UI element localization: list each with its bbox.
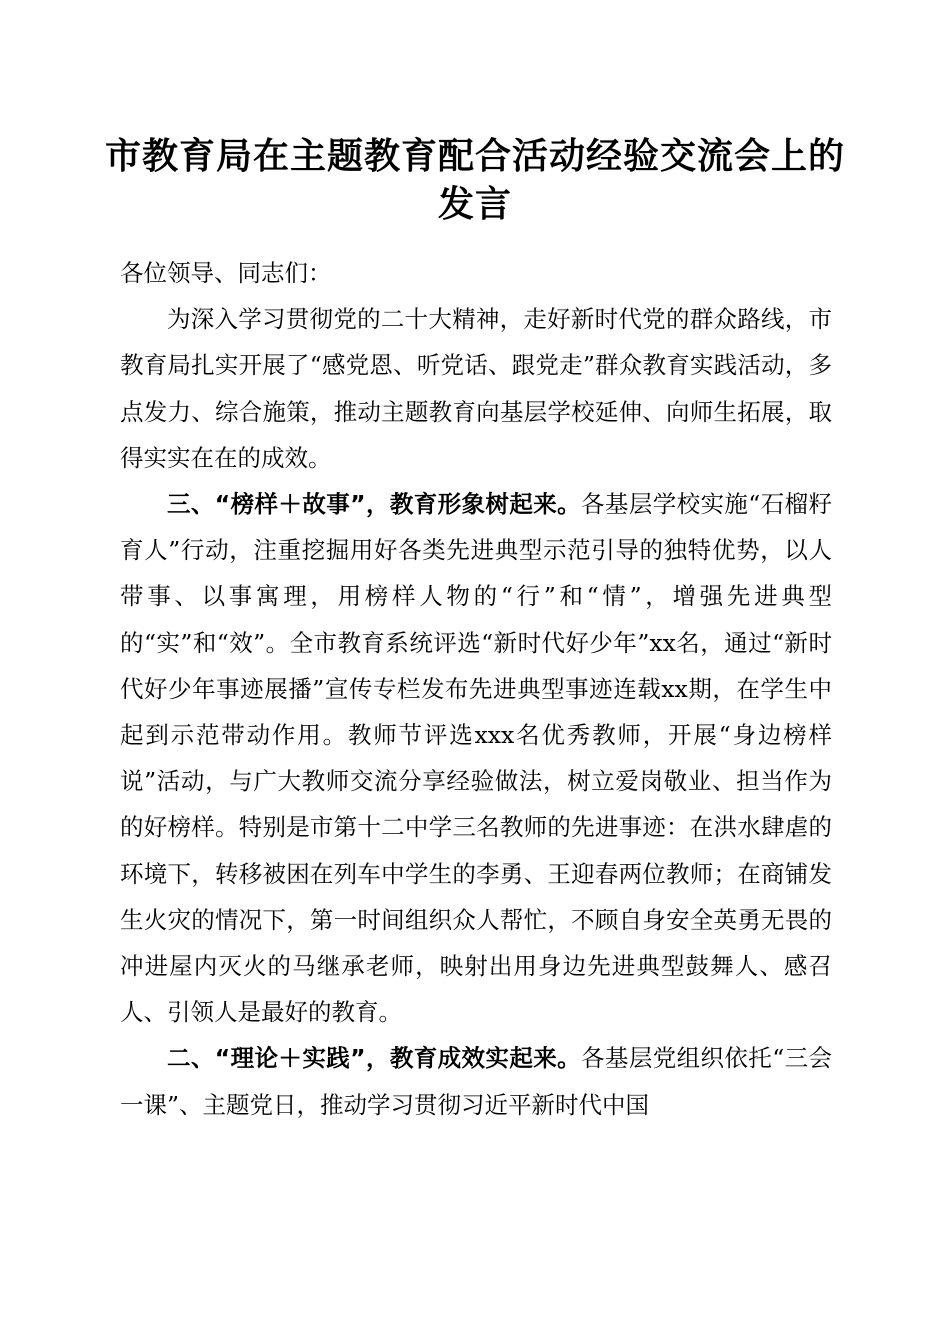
paragraph-text: 各基层党组织依托“三会一课”、主题党日，推动学习贯彻习近平新时代中国 [120,1044,833,1119]
paragraph-section-two [120,1035,832,1127]
section-heading: 二、“理论＋实践”，教育成效实起来。 [167,1044,582,1073]
paragraph-text: 为深入学习贯彻党的二十大精神，走好新时代党的群众路线，市教育局扎实开展了“感党恩、听党话、跟党走”群众教育实践活动，多点发力、综合施策，推动主题教育向基层学校延伸、向师生拓展，取得实实在在的成效。 [120,305,832,472]
paragraph-text: 各基层学校实施“石榴籽育人”行动，注重挖掘用好各类先进典型示范引导的独特优势，以人带事、以事寓理，用榜样人物的“行”和“情”，增强先进典型的“实”和“效”。全市教育系统评选“新时代好少年”xx名，通过“新时代好少年事迹展播”宣传专栏发布先进典型事迹连载xx期，在学生中起到示范带动作用。教师节评选xxx名优秀教师，开展“身边榜样说”活动，与广大教师交流分享经验做法，树立爱岗敬业、担当作为的好榜样。特别是市第十二中学三名教师的先进事迹：在洪水肆虐的环境下，转移被困在列车中学生的李勇、王迎春两位教师；在商铺发生火灾的情况下，第一时间组织众人帮忙，不顾自身安全英勇无畏的冲进屋内灭火的马继承老师，映射出用身边先进典型鼓舞人、感召人、引领人是最好的教育。 [120,490,833,1027]
salutation: 各位领导、同志们： [120,259,332,287]
document-title: 市教育局在主题教育配合活动经验交流会上的发言 [104,135,845,225]
document-body [120,250,832,1128]
paragraph-intro [120,296,832,481]
paragraph-section-three [120,481,832,1035]
section-heading: 三、“榜样＋故事”，教育形象树起来。 [167,490,582,519]
